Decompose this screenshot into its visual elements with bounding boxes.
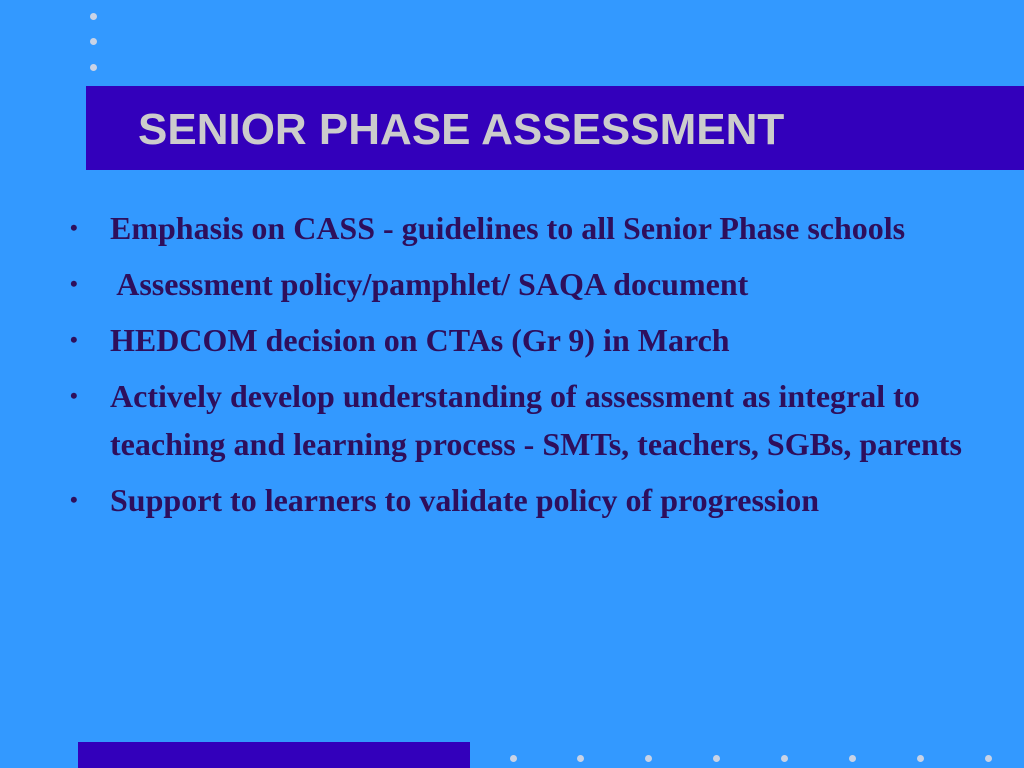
bullet-icon: •	[70, 383, 78, 408]
decorative-dot	[510, 755, 517, 762]
decorative-dot	[577, 755, 584, 762]
slide-title: SENIOR PHASE ASSESSMENT	[138, 105, 785, 154]
bullet-text: Emphasis on CASS - guidelines to all Senior Phase schools	[110, 210, 906, 246]
bullet-item	[70, 260, 970, 308]
bullet-icon: •	[70, 327, 78, 352]
bullet-text: Support to learners to validate policy of progression	[110, 482, 820, 518]
bullet-icon: •	[70, 215, 78, 240]
decorative-dot	[985, 755, 992, 762]
bullet-item	[70, 372, 970, 468]
bullet-item	[70, 476, 970, 524]
decorative-dot	[849, 755, 856, 762]
bullet-icon: •	[70, 271, 78, 296]
bullet-text: Actively develop understanding of assessment as integral to teaching and learning process - SMTs, teachers, SGBs, parents	[110, 378, 962, 462]
bullet-text: HEDCOM decision on CTAs (Gr 9) in March	[110, 322, 730, 358]
decorative-dot	[781, 755, 788, 762]
decorative-dot	[645, 755, 652, 762]
bottom-bar	[78, 742, 470, 768]
decorative-dot	[90, 13, 97, 20]
decorative-dot	[90, 38, 97, 45]
decorative-dot	[713, 755, 720, 762]
bullet-item	[70, 204, 970, 252]
bullet-icon: •	[70, 487, 78, 512]
bullet-text: Assessment policy/pamphlet/ SAQA document	[110, 266, 749, 302]
bullet-item	[70, 316, 970, 364]
bullet-list	[70, 204, 970, 532]
decorative-dot	[917, 755, 924, 762]
decorative-dot	[90, 64, 97, 71]
